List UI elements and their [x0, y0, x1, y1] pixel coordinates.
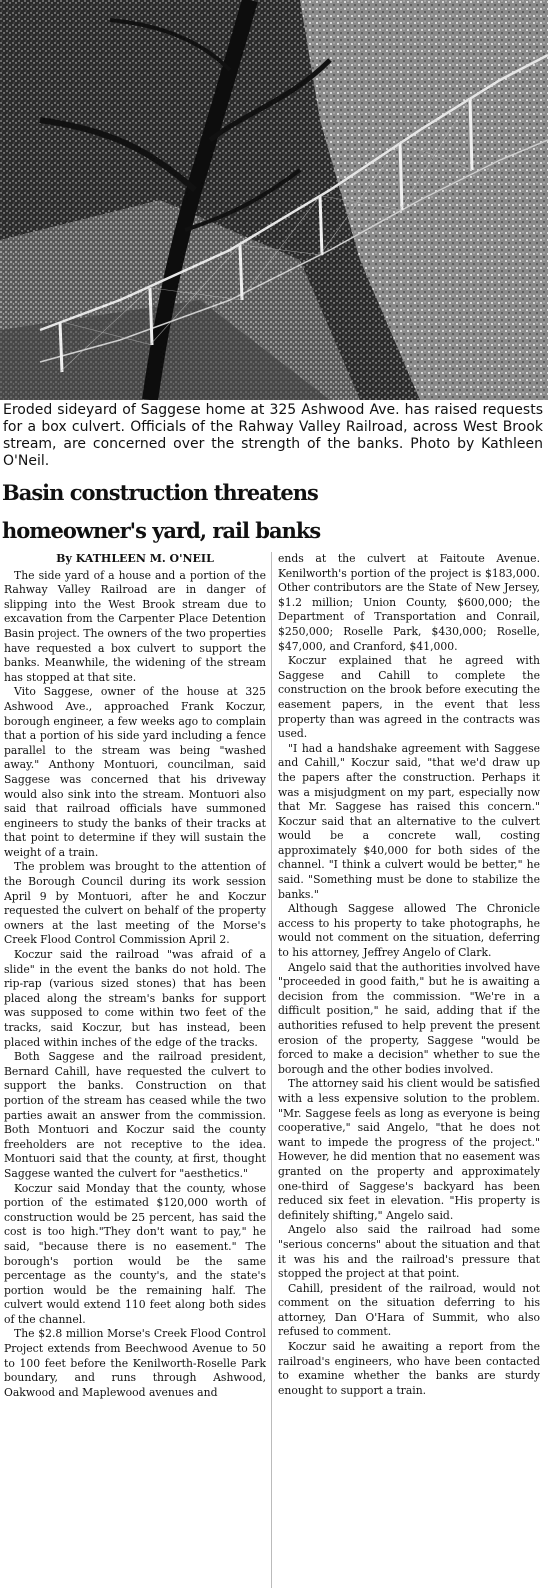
article-paragraph: Both Saggese and the railroad president, Bernard Cahill, have requested the culvert to support the banks. Construction on that portion of the stream has ceased while the two parties await an answer from the commission. Both Montuori and Koczur said the county freeholders are not receptive to the idea. Montuori said that the county, at first, thought Saggese wanted the culvert for "aesthetics." [4, 1050, 266, 1180]
article-paragraph: The side yard of a house and a portion of the Rahway Valley Railroad are in danger of slipping into the West Brook stream due to excavation from the Carpenter Place Detention Basin project. The owners of the two properties have requested a box culvert to support the banks. Meanwhile, the widening of the stream has stopped at that site. [4, 568, 266, 684]
article-paragraph: ends at the culvert at Faitoute Avenue. Kenilworth's portion of the project is $183,000. Other contributors are the State of New Jersey, $1.2 million; Union County, $600,000; the Department of Transportation and Conrail, $250,000; Roselle Park, $430,000; Roselle, $47,000, and Cranford, $41,000. [278, 552, 540, 653]
article-paragraph: Koczur said he awaiting a report from the railroad's engineers, who have been contacted to examine whether the banks are sturdy enought to support a train. [278, 1340, 540, 1397]
article-paragraph: Although Saggese allowed The Chronicle access to his property to take photographs, he would not comment on the situation, deferring to his attorney, Jeffrey Angelo of Clark. [278, 902, 540, 960]
headline-line-1: Basin construction threatens [2, 480, 318, 505]
photo-caption: Eroded sideyard of Saggese home at 325 Ashwood Ave. has raised requests for a box culvert. Officials of the Rahway Valley Railroad, across West Brook stream, are concerned over the strength of the banks. Photo by Kathleen O'Neil. [3, 402, 543, 469]
news-photo [0, 0, 548, 400]
article-paragraph: Koczur said Monday that the county, whose portion of the estimated $120,000 worth of construction would be 25 percent, has said the cost is too high."They don't want to pay," he said, "because there is no easement." The borough's portion would be the same percentage as the county's, and the state's portion would be the remaining half. The culvert would extend 110 feet along both sides of the channel. [4, 1181, 266, 1326]
article-paragraph: Angelo also said the railroad had some "serious concerns" about the situation and that it was his and the railroad's pressure that stopped the project at that point. [278, 1223, 540, 1281]
byline: By KATHLEEN M. O'NEIL [56, 552, 214, 565]
photo-illustration [0, 0, 548, 400]
article-paragraph: Koczur explained that he agreed with Saggese and Cahill to complete the construction on the brook before executing the easement papers, in the event that less property than was agreed in the contracts was used. [278, 654, 540, 741]
article-paragraph: Koczur said the railroad "was afraid of a slide" in the event the banks do not hold. The rip-rap (various sized stones) that has been placed along the stream's banks for support was supposed to come within two feet of the tracks, said Koczur, but has instead, been placed within inches of the edge of the tracks. [4, 948, 266, 1049]
article-paragraph: "I had a handshake agreement with Saggese and Cahill," Koczur said, "that we'd draw up the papers after the construction. Perhaps it was a misjudgment on my part, especially now that Mr. Saggese has raised this concern." Koczur said that an alternative to the culvert would be a concrete wall, costing approximately $40,000 for both sides of the channel. "I think a culvert would be better," he said. "Something must be done to stabilize the banks." [278, 741, 540, 901]
article-column-left [4, 552, 266, 1588]
article-paragraph: Cahill, president of the railroad, would not comment on the situation deferring to his attorney, Dan O'Hara of Summit, who also refused to comment. [278, 1281, 540, 1339]
article-paragraph: The problem was brought to the attention of the Borough Council during its work session April 9 by Montuori, after he and Koczur requested the culvert on behalf of the property owners at the last meeting of the Morse's Creek Flood Control Commission April 2. [4, 860, 266, 947]
headline-line-2: homeowner's yard, rail banks [2, 518, 321, 543]
article-paragraph: Vito Saggese, owner of the house at 325 Ashwood Ave., approached Frank Koczur, borough engineer, a few weeks ago to complain that a portion of his side yard including a fence parallel to the stream was being "washed away." Anthony Montuori, councilman, said Saggese was concerned that his driveway would also sink into the stream. Montuori also said that railroad officials have summoned engineers to study the banks of their tracks at that point to determine if they will sustain the weight of a train. [4, 685, 266, 859]
article-paragraph: The attorney said his client would be satisfied with a less expensive solution to the problem. "Mr. Saggese feels as long as everyone is being cooperative," said Angelo, "that he does not want to impede the progress of the project." However, he did mention that no easement was granted on the property and approximately one-third of Saggese's backyard has been reduced six feet in elevation. "His property is definitely shifting," Angelo said. [278, 1077, 540, 1222]
column-divider [271, 552, 272, 1588]
headline [2, 474, 546, 550]
article-paragraph: Angelo said that the authorities involved have "proceeded in good faith," but he is awaiting a decision from the commission. "We're in a difficult position," he said, adding that if the authorities refused to help prevent the present erosion of the property, Saggese "would be forced to make a decision" whether to sue the borough and the other bodies involved. [278, 960, 540, 1076]
article-column-right [278, 552, 540, 1588]
article-paragraph: The $2.8 million Morse's Creek Flood Control Project extends from Beechwood Avenue to 50 to 100 feet before the Kenilworth-Roselle Park boundary, and runs through Ashwood, Oakwood and Maplewood avenues and [4, 1327, 266, 1399]
